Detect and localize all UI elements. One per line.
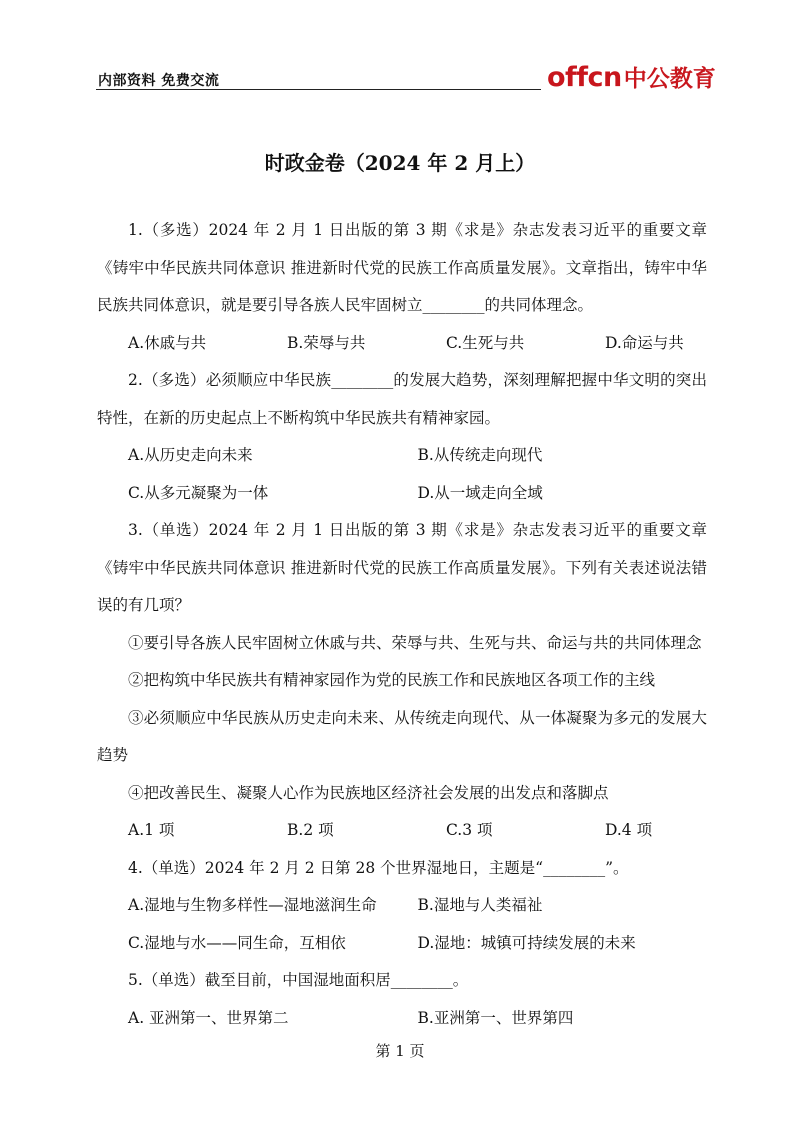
option-b: B.荣辱与共 bbox=[287, 333, 366, 352]
question-1-options bbox=[97, 325, 707, 363]
option-d: D.4 项 bbox=[605, 821, 653, 839]
logo-chinese: 中公教育 bbox=[623, 66, 716, 92]
header-label: 内部资料 免费交流 bbox=[98, 73, 220, 89]
question-3-stem: 3.（单选）2024 年 2 月 1 日出版的第 3 期《求是》杂志发表习近平的重要文章《铸牢中华民族共同体意识 推进新时代党的民族工作高质量发展》。下列有关表述说法错误的有几项？ bbox=[97, 521, 707, 614]
option-a: A. 亚洲第一、世界第二 bbox=[128, 1008, 289, 1027]
question-list bbox=[97, 212, 707, 1037]
logo-latin: offcn bbox=[547, 62, 622, 93]
question-3-options bbox=[97, 812, 707, 850]
option-c: C.湿地与水——同生命，互相依 bbox=[128, 933, 346, 952]
question-5-options-row-1 bbox=[97, 1000, 707, 1038]
page-title: 时政金卷（2024 年 2 月上） bbox=[264, 151, 536, 175]
question-1-stem: 1.（多选）2024 年 2 月 1 日出版的第 3 期《求是》杂志发表习近平的重要文章《铸牢中华民族共同体意识 推进新时代党的民族工作高质量发展》。文章指出，铸牢中华民族共同体意识，就是要引导各族人民牢固树立________的共同体理念。 bbox=[97, 221, 707, 314]
option-c: C.3 项 bbox=[446, 821, 493, 839]
statement-3: ③必须顺应中华民族从历史走向未来、从传统走向现代、从一体凝聚为多元的发展大趋势 bbox=[97, 708, 707, 764]
option-a: A.从历史走向未来 bbox=[128, 446, 253, 464]
option-a: A.1 项 bbox=[128, 821, 175, 839]
option-c: C.生死与共 bbox=[446, 333, 525, 352]
page-number: 第 1 页 bbox=[375, 1042, 425, 1060]
option-b: B.湿地与人类福祉 bbox=[417, 896, 543, 914]
option-d: D.湿地：城镇可持续发展的未来 bbox=[417, 933, 636, 952]
option-d: D.命运与共 bbox=[605, 333, 684, 352]
question-4-stem: 4.（单选）2024 年 2 月 2 日第 28 个世界湿地日，主题是“________”。 bbox=[128, 858, 629, 877]
question-2-options-row-1 bbox=[97, 437, 707, 475]
question-2-stem: 2.（多选）必须顺应中华民族________的发展大趋势，深刻理解把握中华文明的突出特性，在新的历史起点上不断构筑中华民族共有精神家园。 bbox=[97, 371, 707, 427]
option-b: B.2 项 bbox=[287, 821, 334, 839]
statement-2: ②把构筑中华民族共有精神家园作为党的民族工作和民族地区各项工作的主线 bbox=[128, 671, 656, 689]
statement-1: ①要引导各族人民牢固树立休戚与共、荣辱与共、生死与共、命运与共的共同体理念 bbox=[128, 633, 702, 652]
option-d: D.从一域走向全域 bbox=[417, 483, 543, 502]
question-2-options-row-2 bbox=[97, 475, 707, 513]
statement-4: ④把改善民生、凝聚人心作为民族地区经济社会发展的出发点和落脚点 bbox=[128, 783, 609, 802]
header-rule bbox=[96, 89, 541, 90]
option-b: B.从传统走向现代 bbox=[417, 446, 543, 464]
option-a: A.休戚与共 bbox=[128, 333, 207, 352]
question-4-options-row-1 bbox=[97, 887, 707, 925]
option-b: B.亚洲第一、世界第四 bbox=[417, 1008, 574, 1027]
question-4-options-row-2 bbox=[97, 925, 707, 963]
offcn-logo bbox=[547, 60, 716, 94]
option-c: C.从多元凝聚为一体 bbox=[128, 483, 269, 502]
option-a: A.湿地与生物多样性—湿地滋润生命 bbox=[128, 896, 377, 914]
question-5-stem: 5.（单选）截至目前，中国湿地面积居________。 bbox=[128, 971, 469, 989]
